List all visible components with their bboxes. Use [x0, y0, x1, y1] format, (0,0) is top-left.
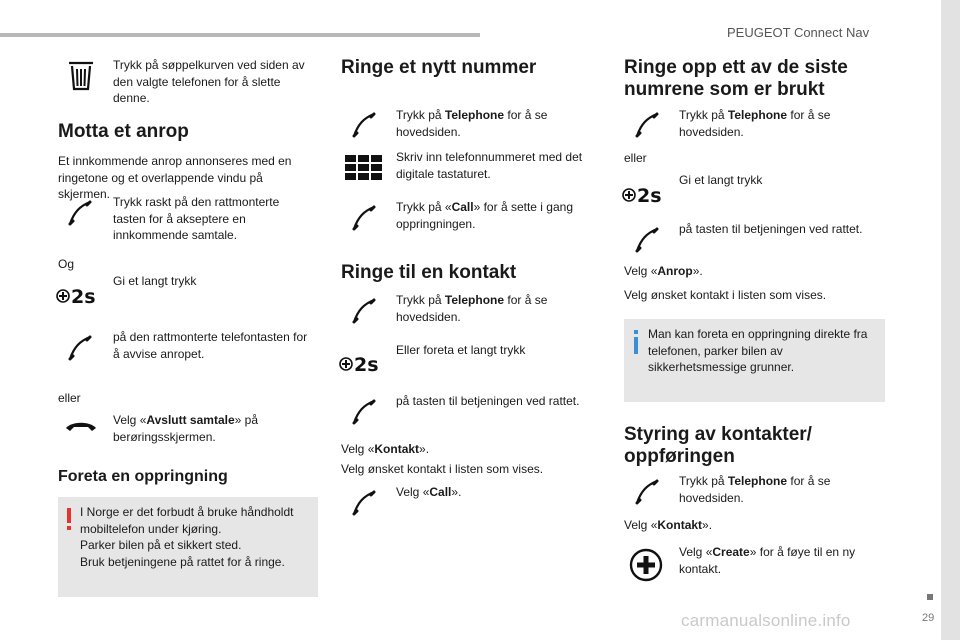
heading-styring: Styring av kontakter/ oppføringen	[624, 424, 812, 467]
page-edge-bar	[941, 0, 960, 640]
heading-foreta: Foreta en oppringning	[58, 468, 228, 485]
phone-icon	[633, 477, 663, 507]
long-press-2s-icon	[339, 350, 383, 378]
call-instruction: Trykk på «Call» for å sette i gang oppringningen.	[396, 200, 573, 231]
info-text: Man kan foreta en oppringning direkte fra telefonen, parker bilen av sikkerhetsmessige grunner.	[648, 327, 868, 374]
add-circle-icon	[629, 548, 663, 582]
phone-icon	[350, 488, 380, 518]
long-press-text-2: Eller foreta et langt trykk	[396, 343, 526, 357]
top-rule	[0, 33, 480, 37]
watermark: carmanualsonline.info	[681, 611, 851, 630]
long-press-text: Gi et langt trykk	[113, 274, 197, 288]
reject-instruction: på den rattmonterte telefontasten for å avvise anropet.	[113, 330, 308, 361]
info-box	[624, 319, 885, 402]
trash-instruction: Trykk på søppelkurven ved siden av den valgte telefonen for å slette denne.	[113, 58, 305, 105]
hang-up-icon	[64, 418, 98, 434]
info-icon	[631, 329, 641, 355]
velg-anrop: Velg «Anrop».	[624, 264, 703, 278]
keypad-icon	[345, 155, 383, 181]
long-press-text-3: Gi et langt trykk	[679, 173, 763, 187]
phone-icon	[350, 296, 380, 326]
phone-icon	[633, 110, 663, 140]
eller-label-3: eller	[624, 151, 647, 165]
create-instruction: Velg «Create» for å føye til en ny kontakt.	[679, 545, 856, 576]
heading-ringe-kontakt: Ringe til en kontakt	[341, 262, 517, 283]
hangup-instruction: Velg «Avslutt samtale» på berøringsskjermen.	[113, 413, 258, 444]
telephone-instruction-2: Trykk på Telephone for å se hovedsiden.	[396, 293, 548, 324]
svg-text:2s: 2s	[354, 354, 379, 376]
phone-icon	[350, 397, 380, 427]
velg-call: Velg «Call».	[396, 485, 462, 499]
warning-text: I Norge er det forbudt å bruke håndholdt mobiltelefon under kjøring. Parker bilen på et sikkert sted. Bruk betjeningene på rattet for å ringe.	[80, 505, 294, 569]
running-header: PEUGEOT Connect Nav	[727, 25, 870, 40]
velg-onsket-kontakt-3: Velg ønsket kontakt i listen som vises.	[624, 288, 827, 302]
velg-onsket-kontakt: Velg ønsket kontakt i listen som vises.	[341, 462, 544, 476]
telephone-instruction: Trykk på Telephone for å se hovedsiden.	[396, 108, 548, 139]
page-number: 29	[922, 612, 935, 624]
phone-icon	[66, 198, 96, 228]
eller-label: eller	[58, 391, 81, 405]
velg-kontakt-3: Velg «Kontakt».	[624, 518, 713, 532]
wheel-instruction: på tasten til betjeningen ved rattet.	[396, 394, 580, 408]
phone-icon	[633, 225, 663, 255]
wheel-instruction-3: på tasten til betjeningen ved rattet.	[679, 222, 863, 236]
heading-ringe-nytt-nummer: Ringe et nytt nummer	[341, 57, 537, 78]
warning-exclamation-icon	[64, 507, 74, 531]
velg-kontakt: Velg «Kontakt».	[341, 442, 430, 456]
svg-text:2s: 2s	[637, 185, 662, 207]
og-label: Og	[58, 257, 75, 271]
page-dot	[927, 594, 933, 600]
telephone-instruction-3: Trykk på Telephone for å se hovedsiden.	[679, 108, 831, 139]
svg-text:2s: 2s	[71, 286, 96, 308]
telephone-instruction-4: Trykk på Telephone for å se hovedsiden.	[679, 474, 831, 505]
long-press-2s-icon	[56, 282, 100, 310]
long-press-2s-icon	[622, 181, 666, 209]
motta-intro: Et innkommende anrop annonseres med en ringetone og et overlappende vindu på skjermen.	[58, 154, 292, 201]
warning-box	[58, 497, 318, 597]
phone-icon	[350, 203, 380, 233]
heading-ringe-siste: Ringe opp ett av de siste numrene som er brukt	[624, 57, 848, 100]
phone-icon	[350, 110, 380, 140]
phone-icon	[66, 333, 96, 363]
heading-motta-et-anrop: Motta et anrop	[58, 121, 189, 142]
accept-instruction: Trykk raskt på den rattmonterte tasten for å akseptere en innkommende samtale.	[113, 195, 280, 242]
keypad-instruction: Skriv inn telefonnummeret med det digitale tastaturet.	[396, 150, 583, 181]
trash-icon	[66, 60, 96, 92]
